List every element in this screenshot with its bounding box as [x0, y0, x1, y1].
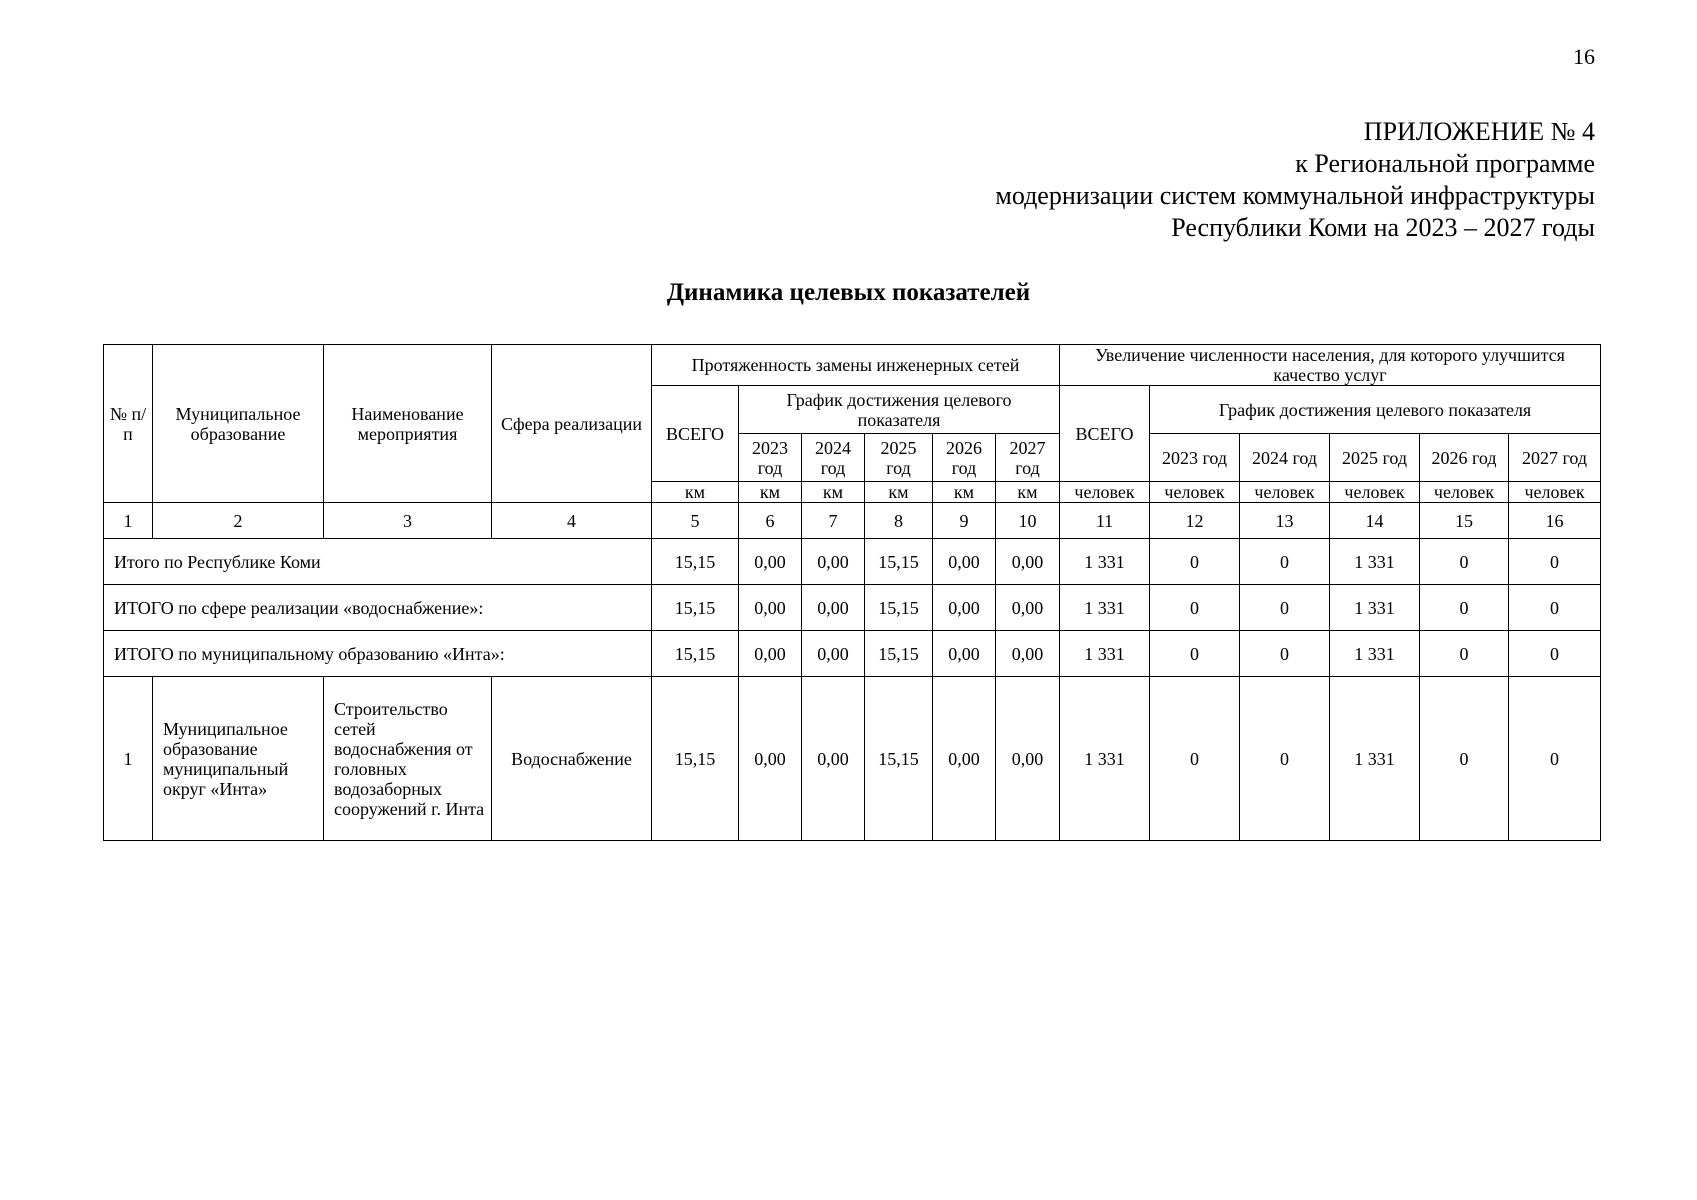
summary-row	[104, 631, 1601, 677]
summary-row	[104, 539, 1601, 585]
unit-cell: человек	[1150, 482, 1240, 503]
row-num: 1	[104, 677, 153, 841]
value-cell: 0,00	[802, 539, 865, 585]
header-network-schedule: График достижения целевого показателя	[739, 386, 1060, 434]
column-number: 11	[1060, 503, 1150, 539]
value-cell: 0,00	[739, 677, 802, 841]
unit-cell: км	[996, 482, 1060, 503]
value-cell: 0,00	[933, 585, 996, 631]
unit-cell: человек	[1240, 482, 1330, 503]
unit-cell: человек	[1060, 482, 1150, 503]
header-year: 2023 год	[1150, 434, 1240, 482]
value-cell: 0	[1509, 539, 1601, 585]
column-number: 14	[1330, 503, 1420, 539]
column-number: 2	[153, 503, 324, 539]
header-population-group: Увеличение численности населения, для которого улучшится качество услуг	[1060, 345, 1601, 386]
value-cell: 15,15	[652, 585, 739, 631]
unit-cell: км	[802, 482, 865, 503]
unit-cell: км	[933, 482, 996, 503]
value-cell: 0	[1420, 631, 1509, 677]
value-cell: 0	[1240, 539, 1330, 585]
column-number: 7	[802, 503, 865, 539]
value-cell: 0	[1240, 631, 1330, 677]
value-cell: 0,00	[739, 585, 802, 631]
header-year: 2025 год	[1330, 434, 1420, 482]
value-cell: 0,00	[933, 631, 996, 677]
header-year: 2027 год	[996, 434, 1060, 482]
header-year: 2024 год	[802, 434, 865, 482]
unit-cell: км	[865, 482, 933, 503]
value-cell: 0,00	[996, 585, 1060, 631]
header-num: № п/п	[104, 345, 153, 503]
header-network-group: Протяженность замены инженерных сетей	[652, 345, 1060, 386]
value-cell: 0,00	[802, 677, 865, 841]
value-cell: 15,15	[865, 539, 933, 585]
value-cell: 0,00	[933, 539, 996, 585]
value-cell: 0	[1150, 539, 1240, 585]
summary-label: Итого по Республике Коми	[104, 539, 652, 585]
unit-cell: км	[739, 482, 802, 503]
summary-label: ИТОГО по сфере реализации «водоснабжение»:	[104, 585, 652, 631]
unit-cell: км	[652, 482, 739, 503]
header-municipality: Муниципальное образование	[153, 345, 324, 503]
value-cell: 1 331	[1330, 539, 1420, 585]
column-number: 3	[324, 503, 492, 539]
document-title: Динамика целевых показателей	[666, 279, 1031, 306]
value-cell: 0	[1509, 631, 1601, 677]
value-cell: 0	[1420, 539, 1509, 585]
value-cell: 0	[1240, 585, 1330, 631]
page-number: 16	[1573, 44, 1595, 69]
value-cell: 0,00	[739, 539, 802, 585]
value-cell: 15,15	[652, 631, 739, 677]
header-year: 2026 год	[1420, 434, 1509, 482]
value-cell: 0	[1150, 677, 1240, 841]
appendix-line: ПРИЛОЖЕНИЕ № 4	[1363, 117, 1595, 146]
row-municipality: Муниципальное образование муниципальный округ «Инта»	[153, 677, 324, 841]
table-row	[104, 677, 1601, 841]
value-cell: 0	[1150, 585, 1240, 631]
column-number-row	[104, 503, 1601, 539]
value-cell: 0	[1420, 585, 1509, 631]
column-number: 6	[739, 503, 802, 539]
value-cell: 0	[1509, 585, 1601, 631]
header-sphere: Сфера реализации	[492, 345, 652, 503]
header-year: 2024 год	[1240, 434, 1330, 482]
value-cell: 1 331	[1330, 631, 1420, 677]
column-number: 12	[1150, 503, 1240, 539]
column-number: 13	[1240, 503, 1330, 539]
row-measure: Строительство сетей водоснабжения от головных водозаборных сооружений г. Инта	[324, 677, 492, 841]
value-cell: 1 331	[1330, 677, 1420, 841]
column-number: 10	[996, 503, 1060, 539]
value-cell: 1 331	[1060, 585, 1150, 631]
value-cell: 1 331	[1060, 539, 1150, 585]
value-cell: 15,15	[865, 585, 933, 631]
value-cell: 15,15	[652, 539, 739, 585]
column-number: 16	[1509, 503, 1601, 539]
appendix-line: модернизации систем коммунальной инфраструктуры	[995, 181, 1595, 210]
value-cell: 0	[1240, 677, 1330, 841]
header-measure: Наименование мероприятия	[324, 345, 492, 503]
appendix-header	[995, 116, 1595, 244]
summary-row	[104, 585, 1601, 631]
value-cell: 0,00	[802, 585, 865, 631]
header-year: 2026 год	[933, 434, 996, 482]
header-population-schedule: График достижения целевого показателя	[1150, 386, 1601, 434]
value-cell: 0,00	[933, 677, 996, 841]
value-cell: 0	[1150, 631, 1240, 677]
column-number: 5	[652, 503, 739, 539]
header-year: 2025 год	[865, 434, 933, 482]
value-cell: 0	[1509, 677, 1601, 841]
column-number: 4	[492, 503, 652, 539]
column-number: 8	[865, 503, 933, 539]
value-cell: 0,00	[996, 677, 1060, 841]
unit-cell: человек	[1509, 482, 1601, 503]
value-cell: 0,00	[996, 631, 1060, 677]
header-population-total: ВСЕГО	[1060, 386, 1150, 482]
value-cell: 1 331	[1330, 585, 1420, 631]
value-cell: 0	[1420, 677, 1509, 841]
value-cell: 1 331	[1060, 677, 1150, 841]
column-number: 15	[1420, 503, 1509, 539]
value-cell: 0,00	[739, 631, 802, 677]
appendix-line: к Региональной программе	[1295, 149, 1595, 178]
header-year: 2027 год	[1509, 434, 1601, 482]
row-sphere: Водоснабжение	[492, 677, 652, 841]
unit-cell: человек	[1420, 482, 1509, 503]
column-number: 9	[933, 503, 996, 539]
value-cell: 15,15	[865, 677, 933, 841]
header-network-total: ВСЕГО	[652, 386, 739, 482]
summary-label: ИТОГО по муниципальному образованию «Инта»:	[104, 631, 652, 677]
value-cell: 1 331	[1060, 631, 1150, 677]
value-cell: 0,00	[996, 539, 1060, 585]
header-year: 2023 год	[739, 434, 802, 482]
value-cell: 0,00	[802, 631, 865, 677]
value-cell: 15,15	[652, 677, 739, 841]
unit-cell: человек	[1330, 482, 1420, 503]
targets-table	[103, 344, 1601, 841]
value-cell: 15,15	[865, 631, 933, 677]
appendix-line: Республики Коми на 2023 – 2027 годы	[1171, 213, 1595, 242]
column-number: 1	[104, 503, 153, 539]
